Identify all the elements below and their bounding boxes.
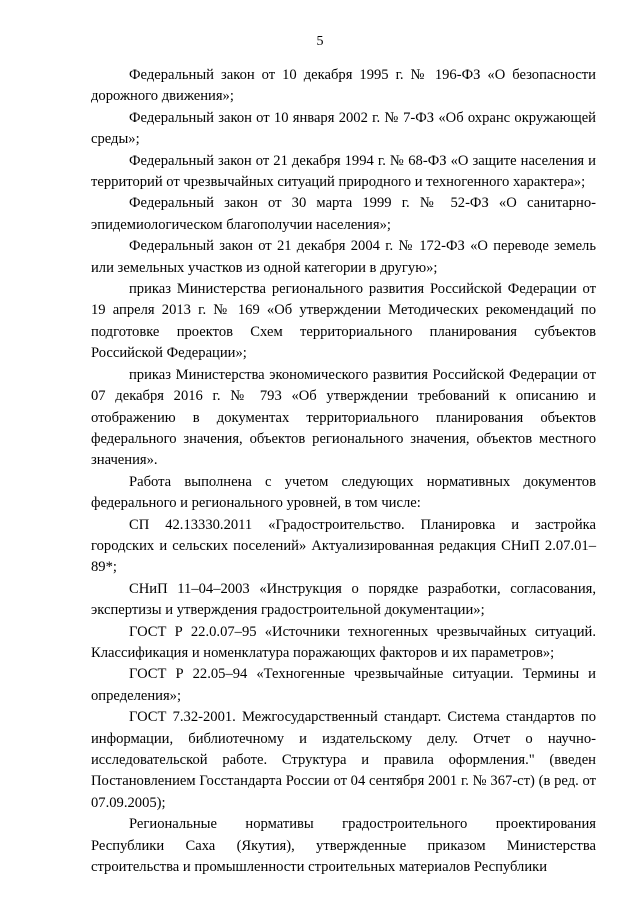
paragraph-regional-norms: Региональные нормативы градостроительного проектирования Республики Саха (Якутия), утвержденные приказом Министерства строительства и промышленности строительных материалов Республики (91, 816, 596, 876)
paragraph-work-basis: Работа выполнена с учетом следующих нормативных документов федерального и регионального уровней, в том числе: (91, 473, 596, 512)
paragraph-law-172-fz: Федеральный закон от 21 декабря 2004 г. № 172-ФЗ «О переводе земель или земельных участков из одной категории в другую»; (91, 238, 596, 276)
paragraph-gost-7-32: ГОСТ 7.32-2001. Межгосударственный стандарт. Система стандартов по информации, библиотечному и издательскому делу. Отчет о научно-исследовательской работе. Структура и правила оформления." (введен Постановлением Госстандарта России от 04 сентября 2001 г. № 367-ст) (в ред. от 07.09.2005); (91, 709, 596, 811)
paragraph-law-68-fz: Федеральный закон от 21 декабря 1994 г. № 68-ФЗ «О защите населения и территорий от чрезвычайных ситуаций природного и техногенного характера»; (91, 152, 596, 191)
paragraph-order-793: приказ Министерства экономического развития Российской Федерации от 07 декабря 2016 г. № 793 «Об утверждении требований к описанию и отображению в документах территориального планирования объектов федерального значения, объектов регионального значения, объектов местного значения». (91, 366, 596, 469)
paragraph-law-52-fz: Федеральный закон от 30 марта 1999 г. № 52-ФЗ «О санитарно-эпидемиологическом благополучии населения»; (91, 195, 596, 233)
paragraph-gost-22-05: ГОСТ Р 22.05–94 «Техногенные чрезвычайные ситуации. Термины и определения»; (91, 666, 596, 704)
paragraph-order-169: приказ Министерства регионального развития Российской Федерации от 19 апреля 2013 г. № 169 «Об утверждении Методических рекомендаций по подготовке проектов Схем территориального планирования субъектов Российской Федерации»; (91, 281, 596, 362)
paragraph-law-196-fz: Федеральный закон от 10 декабря 1995 г. № 196-ФЗ «О безопасности дорожного движения»; (91, 67, 596, 105)
paragraph-law-7-fz: Федеральный закон от 10 января 2002 г. № 7-ФЗ «Об охранс окружающей среды»; (91, 109, 596, 148)
document-body (91, 65, 596, 878)
paragraph-gost-22-0-07: ГОСТ Р 22.0.07–95 «Источники техногенных чрезвычайных ситуаций. Классификация и номенклатура поражающих факторов и их параметров»; (91, 623, 596, 661)
page-number: 5 (316, 34, 324, 49)
paragraph-snip-11-04: СНиП 11–04–2003 «Инструкция о порядке разработки, согласования, экспертизы и утверждения градостроительной документации»; (91, 580, 596, 619)
paragraph-sp-42: СП 42.13330.2011 «Градостроительство. Планировка и застройка городских и сельских поселений» Актуализированная редакция СНиП 2.07.01–89*; (91, 516, 596, 576)
